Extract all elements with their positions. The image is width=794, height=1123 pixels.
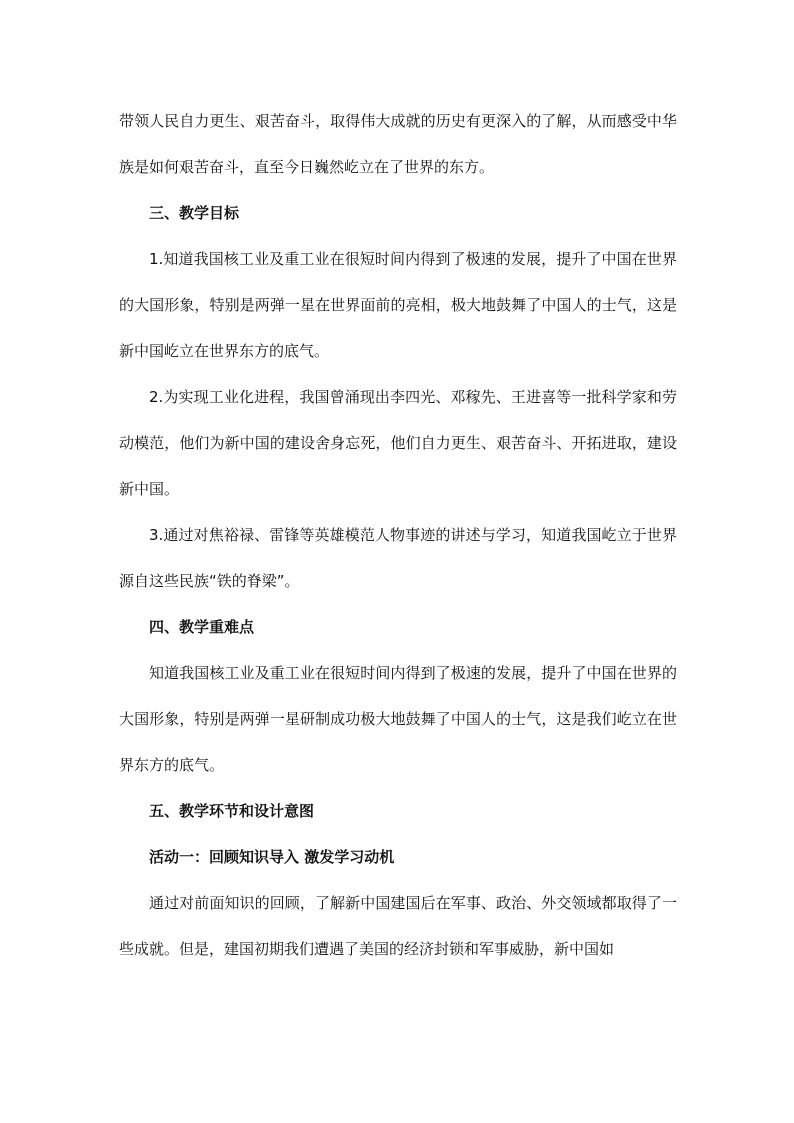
section-heading-key-points: 四、教学重难点 — [149, 618, 255, 636]
paragraph-goal-2: 2.为实现工业化进程，我国曾涌现出李四光、邓稼先、王进喜等一批科学家和劳动模范，他们为新中国的建设舍身忘死，他们自力更生、艰苦奋斗、开拓进取，建设新中国。 — [119, 388, 677, 498]
paragraph-goal-3: 3.通过对焦裕禄、雷锋等英雄模范人物事迹的讲述与学习，知道我国屹立于世界源自这些民族“铁的脊梁”。 — [119, 526, 677, 590]
paragraph-intro-continuation: 带领人民自力更生、艰苦奋斗，取得伟大成就的历史有更深入的了解，从而感受中华族是如何艰苦奋斗，直至今日巍然屹立在了世界的东方。 — [119, 112, 677, 176]
section-heading-teaching-steps: 五、教学环节和设计意图 — [149, 802, 315, 820]
paragraph-key-points: 知道我国核工业及重工业在很短时间内得到了极速的发展，提升了中国在世界的大国形象，特别是两弹一星研制成功极大地鼓舞了中国人的士气，这是我们屹立在世界东方的底气。 — [119, 664, 677, 774]
paragraph-activity-1: 通过对前面知识的回顾，了解新中国建国后在军事、政治、外交领域都取得了一些成就。但是，建国初期我们遭遇了美国的经济封锁和军事威胁，新中国如 — [119, 894, 677, 958]
section-heading-teaching-goals: 三、教学目标 — [149, 204, 240, 222]
document-body — [119, 98, 677, 972]
paragraph-goal-1: 1.知道我国核工业及重工业在很短时间内得到了极速的发展，提升了中国在世界的大国形象，特别是两弹一星在世界面前的亮相，极大地鼓舞了中国人的士气，这是新中国屹立在世界东方的底气。 — [119, 250, 677, 360]
activity-heading-1: 活动一：回顾知识导入 激发学习动机 — [149, 848, 395, 866]
